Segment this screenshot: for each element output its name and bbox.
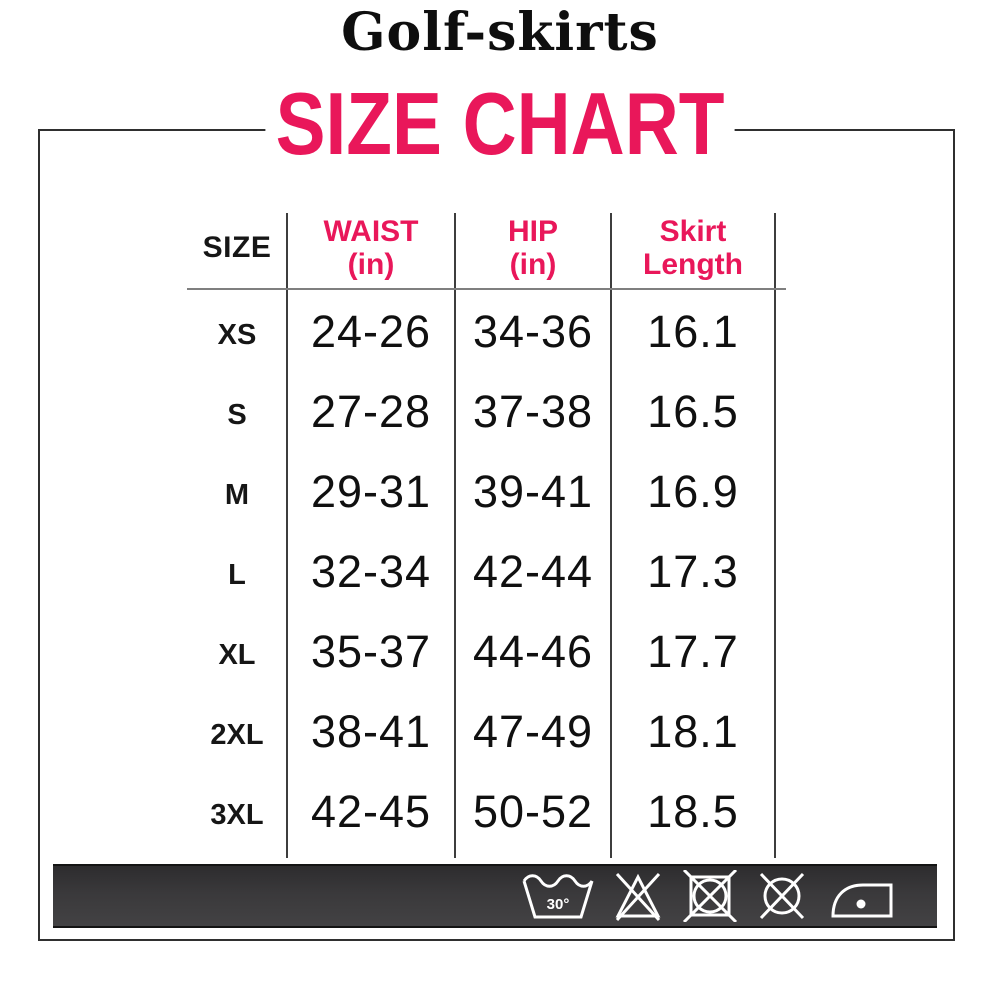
do-not-tumble-dry-icon — [681, 870, 739, 922]
cell-waist-m: 29-31 — [310, 466, 432, 517]
cell-hip-l: 42-44 — [472, 546, 594, 597]
cell-hip-xl: 44-46 — [472, 626, 594, 677]
column-header-hip-line1: HIP — [507, 215, 558, 249]
row-label-s: S — [227, 398, 247, 431]
cell-length-xs: 16.1 — [647, 306, 739, 357]
column-header-waist-line1: WAIST — [323, 215, 419, 249]
cell-length-3xl: 18.5 — [647, 786, 739, 837]
row-label-m: M — [224, 478, 250, 511]
cell-waist-xs: 24-26 — [310, 306, 432, 357]
cell-hip-3xl: 50-52 — [472, 786, 594, 837]
cell-waist-3xl: 42-45 — [310, 786, 432, 837]
cell-length-2xl: 18.1 — [647, 706, 739, 757]
row-label-2xl: 2XL — [210, 718, 264, 751]
page-title-text: SIZE CHART — [265, 81, 734, 167]
column-header-hip — [455, 207, 611, 290]
row-label-xl: XL — [218, 638, 256, 671]
care-instructions-bar — [53, 864, 937, 928]
cell-hip-xs: 34-36 — [472, 306, 594, 357]
wash-30-icon — [521, 870, 595, 922]
iron-one-dot-icon — [825, 870, 899, 922]
cell-hip-m: 39-41 — [472, 466, 594, 517]
do-not-bleach-icon — [611, 870, 665, 922]
column-header-hip-line2: (in) — [509, 247, 557, 281]
size-table — [187, 207, 775, 850]
row-label-l: L — [228, 558, 246, 591]
row-label-xs: XS — [217, 318, 257, 351]
svg-text:30°: 30° — [546, 896, 570, 913]
column-header-waist — [287, 207, 455, 290]
cell-waist-l: 32-34 — [310, 546, 432, 597]
cell-waist-xl: 35-37 — [310, 626, 432, 677]
do-not-dry-clean-icon — [755, 870, 809, 922]
cell-length-xl: 17.7 — [647, 626, 739, 677]
row-label-3xl: 3XL — [210, 798, 264, 831]
column-header-skirt-length — [611, 207, 775, 290]
cell-waist-2xl: 38-41 — [310, 706, 432, 757]
care-icons-row — [521, 870, 899, 922]
column-header-skirt-line1: Skirt — [659, 215, 727, 249]
cell-hip-2xl: 47-49 — [472, 706, 594, 757]
column-header-waist-line2: (in) — [347, 247, 395, 281]
cell-hip-s: 37-38 — [472, 386, 594, 437]
cell-length-l: 17.3 — [647, 546, 739, 597]
brand-title: Golf-skirts — [341, 2, 659, 63]
column-header-size: SIZE — [202, 231, 272, 265]
page-title — [0, 74, 1000, 197]
column-header-skirt-line2: Length — [643, 247, 743, 281]
cell-waist-s: 27-28 — [310, 386, 432, 437]
cell-length-s: 16.5 — [647, 386, 739, 437]
cell-length-m: 16.9 — [647, 466, 739, 517]
